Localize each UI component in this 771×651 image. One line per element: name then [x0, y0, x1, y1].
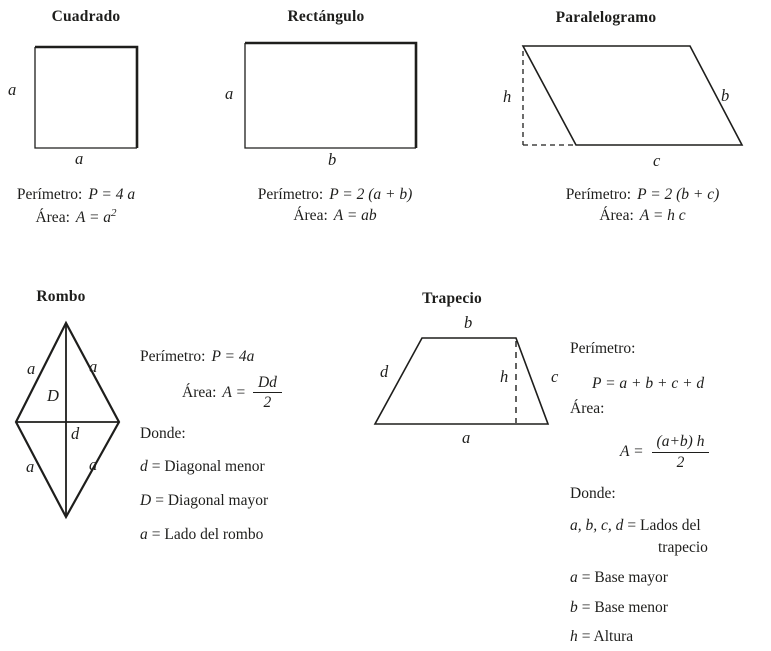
cuadrado-area-exponent: 2 [111, 206, 117, 219]
paralelogramo-height-label: h [503, 87, 512, 106]
trapecio-area-lhs: A = [620, 442, 644, 460]
cuadrado-side-left-label: a [8, 80, 17, 99]
rombo-donde-symbol-d: d [140, 457, 148, 475]
trapecio-area-fraction [652, 433, 710, 472]
trapecio-donde-item-sides [570, 517, 770, 557]
rombo-side-top-left-label: a [27, 359, 36, 378]
trapecio-donde-symbol-sides: a, b, c, d [570, 517, 624, 534]
trapecio-top-base-label: b [464, 313, 473, 332]
rombo-donde-item-a [140, 526, 360, 545]
rombo-perimeter-label: Perímetro: [140, 348, 206, 365]
trapecio-formulas [570, 340, 770, 647]
paralelogramo-area-formula: A = h c [639, 206, 686, 224]
paralelogramo-perimeter-line [535, 185, 750, 206]
trapecio-donde-item-h [570, 628, 770, 647]
rombo-area-fraction [253, 374, 282, 413]
cuadrado-perimeter-line [0, 185, 152, 206]
trapecio-perimeter-label: Perímetro: [570, 340, 636, 357]
trapecio-donde-item-b [570, 599, 770, 618]
cuadrado-perimeter-formula: P = 4 a [88, 186, 136, 203]
trapecio-donde-text-sides: = Lados del [627, 517, 701, 534]
rombo-area-lhs: A = [222, 383, 246, 401]
trapecio-donde-item-a [570, 569, 770, 588]
rombo-donde-text-a: = Lado del rombo [151, 526, 264, 543]
cuadrado-side-bottom-label: a [75, 149, 84, 168]
rombo-area-fraction-numerator: Dd [253, 374, 282, 394]
rectangle-shape [245, 43, 416, 148]
paralelogramo-base-label: c [653, 151, 661, 170]
rectangulo-side-left-label: a [225, 84, 234, 103]
rectangulo-area-line [240, 206, 430, 227]
trapecio-donde-text-sides-cont: trapecio [658, 538, 708, 556]
rombo-perimeter-formula: P = 4a [211, 348, 255, 365]
rombo-area-fraction-denominator: 2 [263, 394, 272, 412]
trapecio-perimeter-formula: P = a + b + c + d [592, 374, 705, 392]
cuadrado-title: Cuadrado [51, 8, 121, 25]
trapecio-title: Trapecio [422, 290, 482, 307]
rombo-diagonal-mayor-label: D [47, 386, 59, 405]
trapecio-donde-label: Donde: [570, 485, 616, 503]
rectangulo-perimeter-label: Perímetro: [257, 186, 324, 203]
trapecio-donde-symbol-h: h [570, 628, 578, 646]
trapecio-area-line [620, 433, 770, 472]
parallelogram-shape [523, 46, 742, 145]
rhombus-shape [16, 323, 119, 517]
rombo-formulas [140, 348, 360, 545]
cuadrado-area-formula: A = a [75, 209, 112, 227]
trapecio-donde-text-b: = Base menor [581, 598, 668, 616]
paralelogramo-area-label: Área: [599, 206, 634, 224]
paralelogramo-area-line [535, 206, 750, 227]
rombo-side-bottom-left-label: a [26, 457, 35, 476]
paralelogramo-formulas [535, 185, 750, 227]
rectangulo-perimeter-line [240, 185, 430, 206]
rombo-donde-label: Donde: [140, 425, 186, 443]
trapecio-left-side-label: d [380, 362, 389, 381]
trapecio-donde-symbol-b: b [570, 598, 578, 616]
cuadrado-area-line [0, 206, 152, 229]
rombo-area-label: Área: [182, 383, 217, 401]
rombo-title: Rombo [36, 288, 86, 305]
rectangulo-area-label: Área: [293, 206, 328, 224]
rombo-area-line [182, 374, 360, 413]
cuadrado-area-label: Área: [35, 209, 70, 227]
trapecio-donde-symbol-a: a [570, 569, 578, 587]
paralelogramo-side-label: b [721, 86, 730, 105]
rombo-side-top-right-label: a [89, 357, 98, 376]
rectangulo-side-bottom-label: b [328, 150, 337, 169]
cuadrado-perimeter-label: Perímetro: [16, 186, 83, 203]
paralelogramo-title: Paralelogramo [555, 9, 657, 26]
rectangulo-area-formula: A = ab [333, 206, 377, 224]
rectangulo-title: Rectángulo [287, 8, 365, 25]
paralelogramo-perimeter-label: Perímetro: [565, 186, 632, 203]
rombo-donde-item-D [140, 492, 360, 511]
rectangulo-formulas [240, 185, 430, 227]
trapecio-right-side-label: c [551, 367, 559, 386]
rombo-donde-text-d: = Diagonal menor [151, 457, 265, 475]
trapecio-area-fraction-denominator: 2 [676, 453, 685, 471]
rombo-perimeter-line [140, 348, 360, 367]
rombo-donde-item-d [140, 458, 360, 477]
rombo-donde-symbol-D: D [140, 492, 152, 510]
rombo-diagonal-menor-label: d [71, 424, 80, 443]
trapecio-area-fraction-numerator: (a+b) h [652, 433, 710, 453]
trapecio-donde-text-h: = Altura [581, 628, 634, 646]
trapezoid-shape [375, 338, 548, 424]
rombo-side-bottom-right-label: a [89, 455, 98, 474]
trapecio-height-label: h [500, 367, 509, 386]
trapecio-area-label: Área: [570, 400, 605, 418]
rombo-donde-text-D: = Diagonal mayor [155, 492, 269, 510]
trapecio-bottom-base-label: a [462, 428, 471, 447]
square-shape [35, 47, 137, 148]
rectangulo-perimeter-formula: P = 2 (a + b) [329, 186, 413, 203]
cuadrado-formulas [0, 185, 152, 229]
rombo-donde-symbol-a: a [140, 526, 148, 543]
paralelogramo-perimeter-formula: P = 2 (b + c) [637, 186, 720, 203]
trapecio-donde-text-a: = Base mayor [581, 569, 668, 587]
